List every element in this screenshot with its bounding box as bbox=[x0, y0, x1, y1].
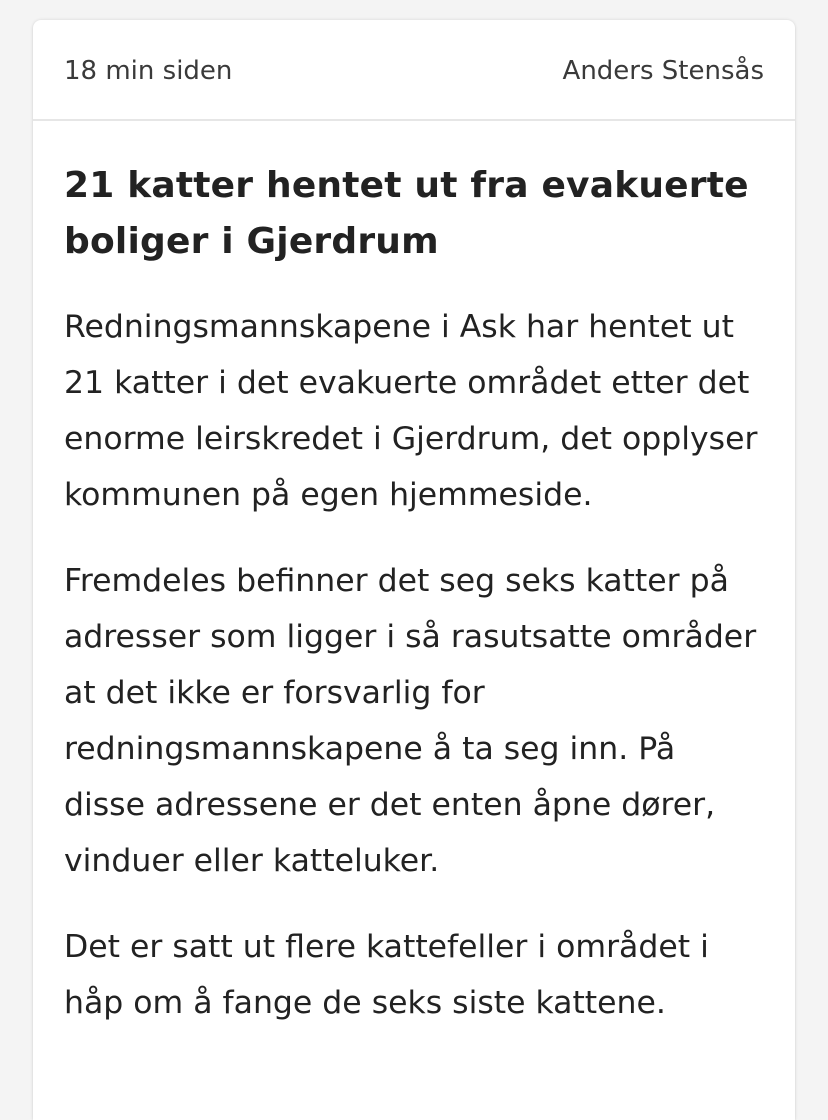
post-title: 21 katter hentet ut fra evakuerte boliger i Gjerdrum bbox=[64, 165, 749, 262]
post-paragraph: Redningsmannskapene i Ask har hentet ut 21 katter i det evakuerte området etter det enorme leirskredet i Gjerdrum, det opplyser kommunen på egen hjemmeside. bbox=[64, 309, 758, 513]
post-body bbox=[33, 121, 795, 1031]
post-header bbox=[33, 20, 795, 121]
post-paragraph: Fremdeles befinner det seg seks katter på adresser som ligger i så rasutsatte områder at det ikke er forsvarlig for redningsmannskapene å ta seg inn. På disse adressene er det enten åpne dører, vinduer eller katteluker. bbox=[64, 563, 757, 879]
post-timestamp: 18 min siden bbox=[64, 55, 233, 86]
live-post-card bbox=[33, 20, 795, 1120]
post-paragraph: Det er satt ut flere kattefeller i området i håp om å fange de seks siste kattene. bbox=[64, 929, 709, 1021]
post-author[interactable]: Anders Stensås bbox=[562, 55, 764, 86]
